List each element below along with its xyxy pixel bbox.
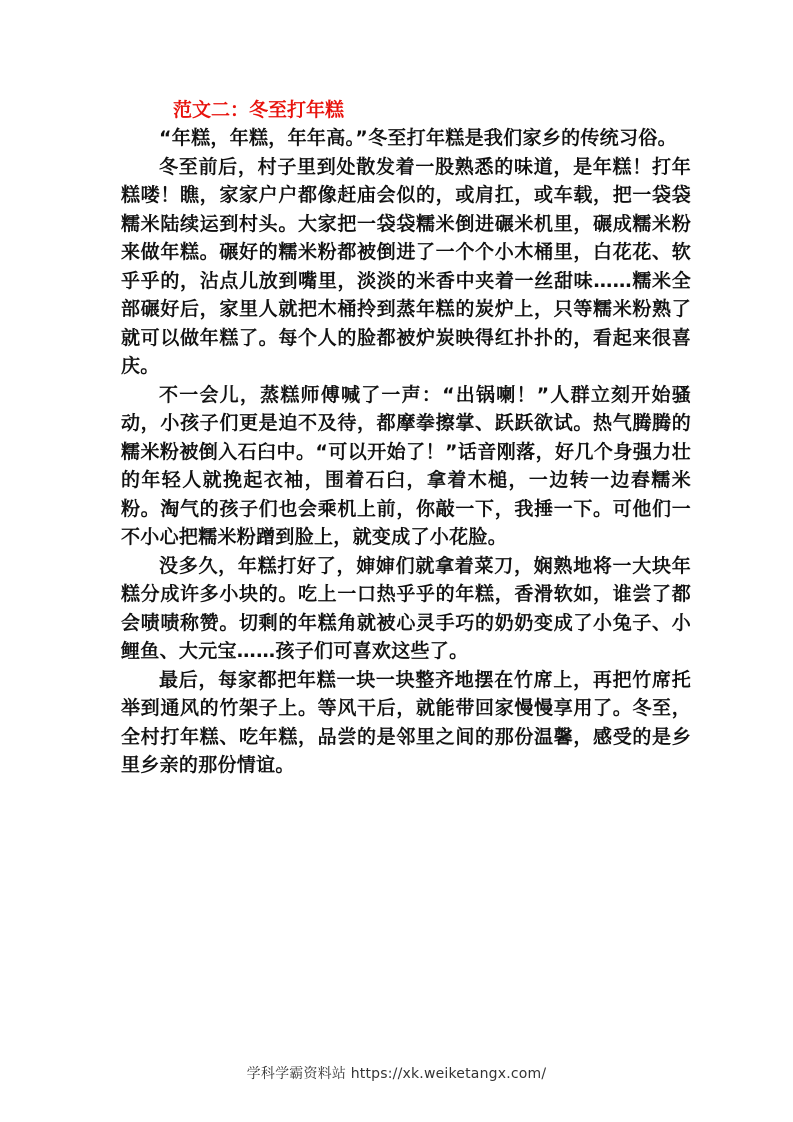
paragraph-4: 没多久，年糕打好了，婶婶们就拿着菜刀，娴熟地将一大块年糕分成许多小块的。吃上一口热乎乎的年糕，香滑软如，谁尝了都会啧啧称赞。切剩的年糕角就被心灵手巧的奶奶变成了小兔子、小鲤鱼、大元宝……孩子们可喜欢这些了。	[121, 554, 691, 662]
footer-watermark: 学科学霸资料站 https://xk.weiketangx.com/	[246, 1066, 547, 1082]
essay-title: 范文二：冬至打年糕	[173, 99, 345, 121]
paragraph-3: 不一会儿，蒸糕师傅喊了一声：“出锅喇！”人群立刻开始骚动，小孩子们更是迫不及待，都摩拳擦掌、跃跃欲试。热气腾腾的糯米粉被倒入石臼中。“可以开始了！”话音刚落，好几个身强力壮的年轻人就挽起衣袖，围着石臼，拿着木槌，一边转一边舂糯米粉。淘气的孩子们也会乘机上前，你敲一下，我捶一下。可他们一不小心把糯米粉蹭到脸上，就变成了小花脸。	[121, 383, 691, 548]
document-body	[121, 96, 691, 780]
paragraph-5: 最后，每家都把年糕一块一块整齐地摆在竹席上，再把竹席托举到通风的竹架子上。等风干后，就能带回家慢慢享用了。冬至，全村打年糕、吃年糕，品尝的是邻里之间的那份温馨，感受的是乡里乡亲的那份情谊。	[121, 668, 691, 776]
paragraph-1: “年糕，年糕，年年高。”冬至打年糕是我们家乡的传统习俗。	[159, 127, 677, 149]
paragraph-2: 冬至前后，村子里到处散发着一股熟悉的味道，是年糕！打年糕喽！瞧，家家户户都像赶庙会似的，或肩扛，或车载，把一袋袋糯米陆续运到村头。大家把一袋袋糯米倒进碾米机里，碾成糯米粉来做年糕。碾好的糯米粉都被倒进了一个个小木桶里，白花花、软乎乎的，沾点儿放到嘴里，淡淡的米香中夹着一丝甜味……糯米全部碾好后，家里人就把木桶拎到蒸年糕的炭炉上，只等糯米粉熟了就可以做年糕了。每个人的脸都被炉炭映得红扑扑的，看起来很喜庆。	[121, 155, 691, 377]
